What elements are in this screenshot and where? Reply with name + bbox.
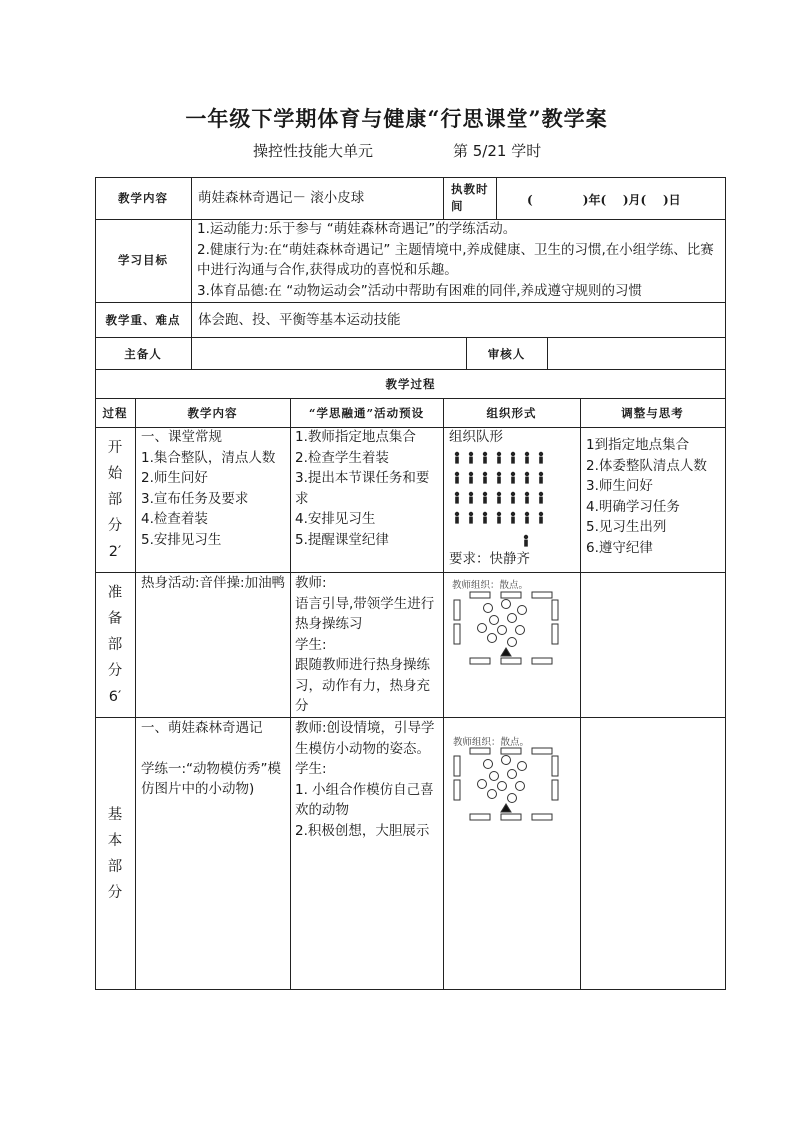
col-content: 教学内容 [187,406,238,420]
student-circle [502,756,511,765]
lesson-number: 第 5/21 学时 [453,142,542,160]
student-circle [498,782,507,791]
teacher-triangle [501,648,511,656]
student-circle [518,606,527,615]
student-figure [539,492,543,504]
mat [552,756,558,776]
scatter-diagram-warmup [448,590,578,668]
student-circle [478,624,487,633]
student-circle [516,626,525,635]
student-circle [518,762,527,771]
student-figure [511,452,515,464]
student-circle [502,600,511,609]
goal-item: 1.运动能力:乐于参与 “萌娃森林奇遇记”的学练活动。 [197,221,517,237]
student-circle [516,782,525,791]
student-figure [497,472,501,484]
mat [470,658,490,664]
prep-org-note: 教师组织：散点。 [452,580,529,591]
student-circle [508,638,517,647]
mat [470,748,490,754]
mat [532,658,552,664]
student-figure [539,472,543,484]
mat [552,624,558,644]
formation-diagram [448,447,578,552]
content-value: 萌娃森林奇遇记－ 滚小皮球 [198,190,365,206]
student-figure [483,452,487,464]
key-label: 教学重、难点 [105,313,181,327]
student-circle [484,760,493,769]
prep-activity: 教师: 语言引导,带领学生进行热身操练习 学生: 跟随教师进行热身操练习，动作有力，热身充分 [295,575,435,714]
student-figure [455,512,459,524]
exec-time-label: 执教时间 [451,182,489,213]
basic-activity: 教师:创设情境，引导学生模仿小动物的姿态。 学生: 1. 小组合作模仿自己喜欢的动物 2.积极创想，大胆展示 [295,720,435,839]
student-figure [511,492,515,504]
student-figure [525,512,529,524]
mat [501,658,521,664]
student-figure [511,512,515,524]
student-figure [539,452,543,464]
student-figure [497,452,501,464]
preparer-label: 主备人 [124,347,162,361]
student-figure [483,472,487,484]
student-figure [497,512,501,524]
student-circle [490,772,499,781]
student-circle [478,780,487,789]
mat [501,814,521,820]
student-circle [498,626,507,635]
key-value: 体会跑、投、平衡等基本运动技能 [198,312,401,328]
process-title: 教学过程 [385,377,436,391]
goals-list [197,219,721,301]
student-circle [508,614,517,623]
mat [454,600,460,620]
student-figure [455,472,459,484]
unit-name: 操控性技能大单元 [253,142,374,160]
stage-basic: 基 本 部 分 [107,807,123,901]
student-figure [539,512,543,524]
student-circle [484,604,493,613]
student-circle [508,794,517,803]
scatter-diagram-practice [448,746,578,826]
basic-content: 一、萌娃森林奇遇记 学练一:“动物模仿秀”模仿图片中的小动物) [141,720,282,797]
student-figure [497,492,501,504]
start-adjustment: 1到指定地点集合 2.体委整队清点人数 3.师生问好 4.明确学习任务 5.见习生出列 6.遵守纪律 [586,437,707,556]
goals-label: 学习目标 [118,253,168,267]
start-activity: 1.教师指定地点集合 2.检查学生着装 3.提出本节课任务和要求 4.安排见习生 5.提醒课堂纪律 [295,429,430,548]
basic-org-note: 教师组织：散点。 [453,737,530,748]
page-title: 一年级下学期体育与健康“行思课堂”教学案 [185,106,608,131]
mat [454,624,460,644]
formation-title: 组织队形 [449,429,503,445]
formation-requirement: 要求：快静齐 [449,551,530,567]
mat [454,756,460,776]
mat [552,600,558,620]
col-activity: “学思融通”活动预设 [308,406,425,420]
student-figure [455,492,459,504]
student-figure [525,452,529,464]
reviewer-label: 审核人 [487,347,526,361]
start-content: 一、课堂常规 1.集合整队，清点人数 2.师生问好 3.宣布任务及要求 4.检查着装 5.安排见习生 [141,429,276,548]
mat [470,592,490,598]
student-figure [525,492,529,504]
student-circle [488,790,497,799]
teacher-figure [524,535,528,547]
date-field[interactable]: ( )年( )月( )日 [527,193,681,207]
mat [552,780,558,800]
prep-content: 热身活动:音伴操:加油鸭 [141,575,286,591]
content-label: 教学内容 [118,191,168,205]
mat [501,592,521,598]
mat [532,814,552,820]
stage-prep: 准 备 部 分 6′ [107,585,123,705]
student-figure [469,472,473,484]
student-figure [455,452,459,464]
student-circle [490,616,499,625]
mat [501,748,521,754]
teacher-triangle [501,804,511,812]
mat [470,814,490,820]
mat [532,748,552,754]
mat [532,592,552,598]
student-circle [508,770,517,779]
student-figure [483,512,487,524]
goal-item: 3.体育品德:在 “动物运动会”活动中帮助有困难的同伴,养成遵守规则的习惯 [197,282,642,299]
student-figure [469,452,473,464]
mat [454,780,460,800]
col-organization: 组织形式 [486,406,537,420]
student-figure [469,512,473,524]
goal-item: 2.健康行为:在“萌娃森林奇遇记” 主题情境中,养成健康、卫生的习惯,在小组学练、比赛中进行沟通与合作,获得成功的喜悦和乐趣。 [197,241,714,278]
student-figure [469,492,473,504]
student-circle [488,634,497,643]
student-figure [525,472,529,484]
student-figure [483,492,487,504]
student-figure [511,472,515,484]
col-adjustment: 调整与思考 [621,406,684,420]
col-stage: 过程 [102,406,128,420]
stage-start: 开 始 部 分 2′ [107,440,123,560]
